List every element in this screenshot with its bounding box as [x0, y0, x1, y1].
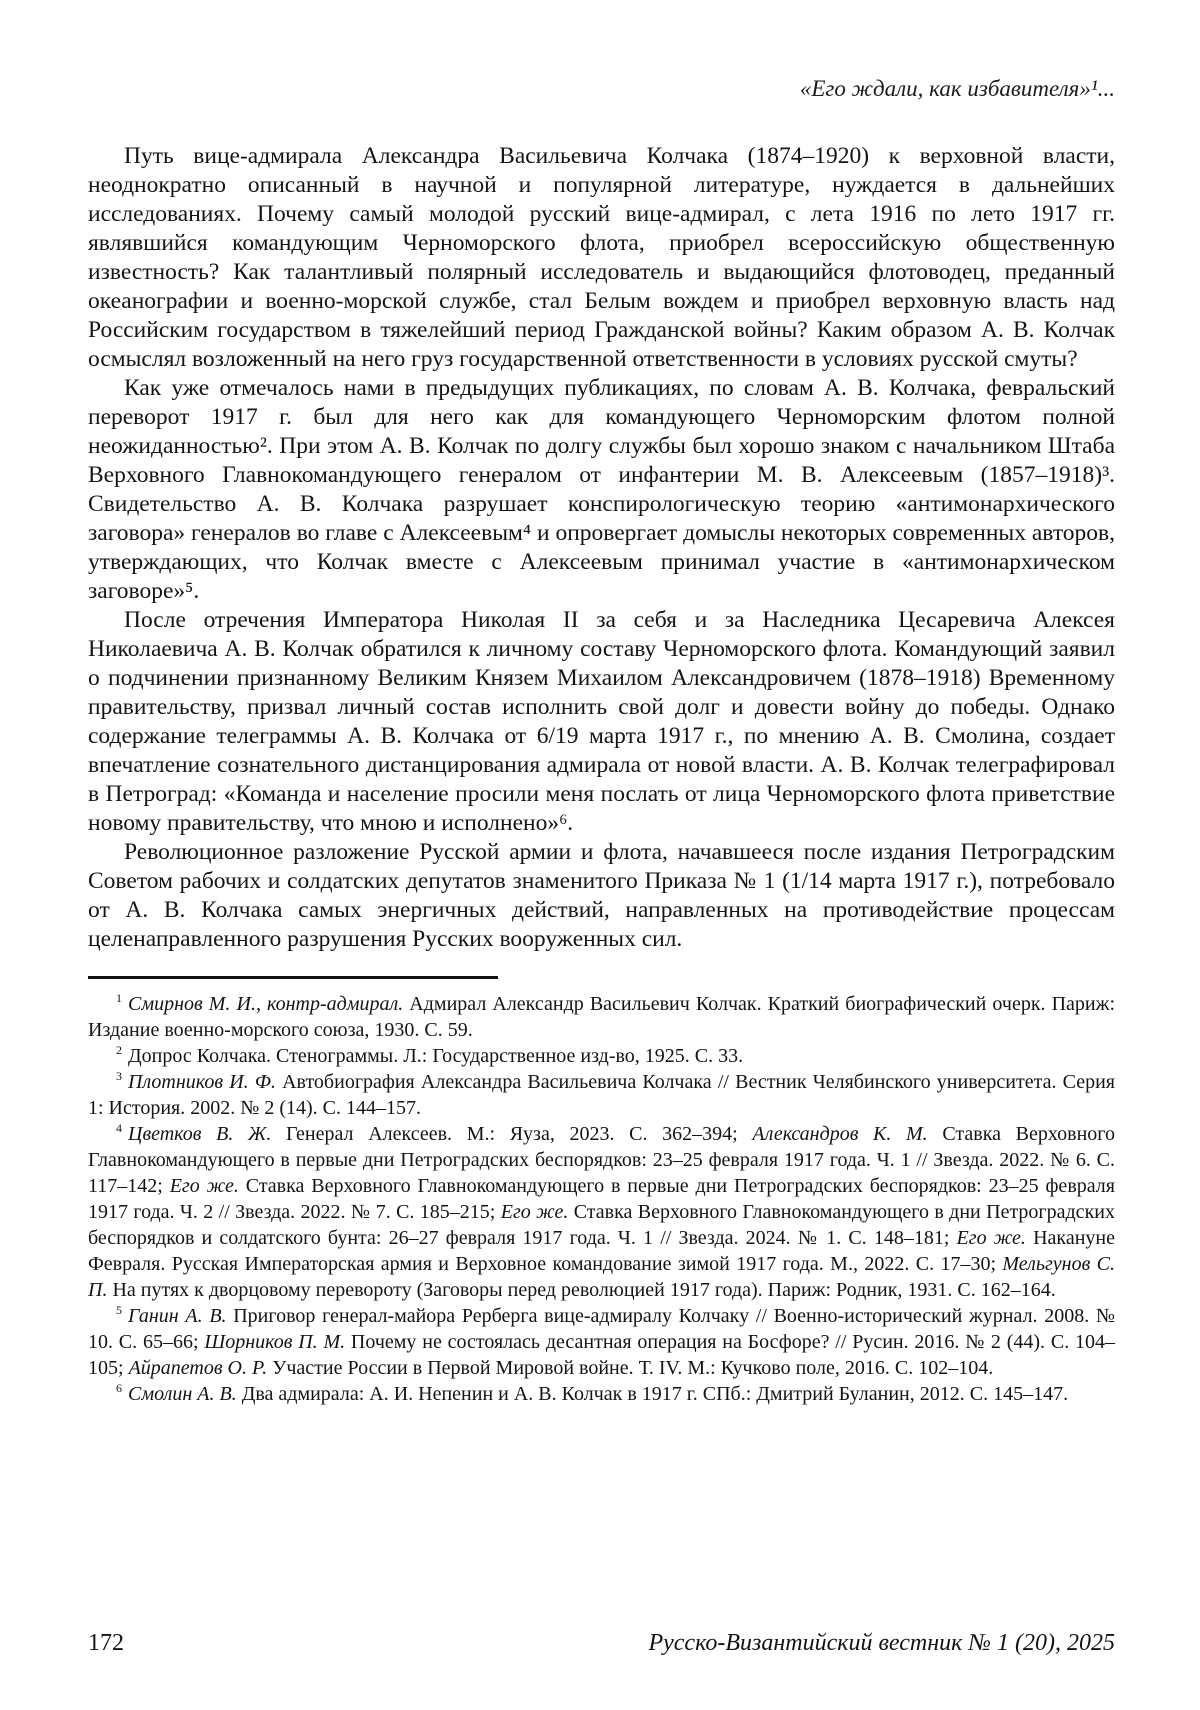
body-text — [88, 142, 1115, 954]
footnote-author: Мельгунов С. П. — [88, 1253, 1115, 1301]
footnote-text: Участие России в Первой Мировой войне. Т. IV. М.: Кучково поле, 2016. С. 102–104. — [267, 1357, 994, 1379]
footnote-marker: 2 — [116, 1043, 122, 1058]
footnote-author: Цветков В. Ж. — [128, 1123, 272, 1145]
footnote-text: Накануне Февраля. Русская Императорская армия и Верховное командование зимой 1917 года. М., 2022. С. 17–30; — [88, 1227, 1115, 1275]
page-footer — [88, 1630, 1115, 1657]
footnote-text: Почему не состоялась десантная операция на Босфоре? // Русин. 2016. № 2 (44). С. 104–105; — [88, 1331, 1115, 1379]
footnote-author: Айрапетов О. Р. — [128, 1357, 268, 1379]
footnote-text: Генерал Алексеев. М.: Яуза, 2023. С. 362–394; — [271, 1123, 753, 1145]
body-paragraph-4: Революционное разложение Русской армии и флота, начавшееся после издания Петроградским Советом рабочих и солдатских депутатов знаменитого Приказа № 1 (1/14 марта 1917 г.), потребовало от А. В. Колчака самых энергичных действий, направленных на противодействие процессам целенаправленного разрушения Русских вооруженных сил. — [88, 839, 1115, 952]
footnote-text: Автобиография Александра Васильевича Колчака // Вестник Челябинского университета. Серия 1: История. 2002. № 2 (14). С. 144–157. — [88, 1071, 1115, 1119]
footnote-text: Допрос Колчака. Стенограммы. Л.: Государственное изд-во, 1925. С. 33. — [128, 1045, 744, 1067]
footnote-text: Адмирал Александр Васильевич Колчак. Краткий биографический очерк. Париж: Издание военно-морского союза, 1930. С. 59. — [88, 993, 1115, 1041]
footnote-text: Ставка Верховного Главнокомандующего в первые дни Петроградских беспорядков: 23–25 февраля 1917 года. Ч. 1 // Звезда. 2022. № 6. С. 117–142; — [88, 1123, 1115, 1197]
footnote-text: Ставка Верховного Главнокомандующего в первые дни Петроградских беспорядков: 23–25 февраля 1917 года. Ч. 2 // Звезда. 2022. № 7. С. 185–215; — [88, 1175, 1115, 1223]
footnote-text: Ставка Верховного Главнокомандующего в дни Петроградских беспорядков и солдатского бунта: 26–27 февраля 1917 года. Ч. 1 // Звезда. 2024. № 1. С. 148–181; — [88, 1201, 1115, 1249]
footnote-author: Его же. — [169, 1175, 239, 1197]
footnote-author: Смолин А. В. — [128, 1383, 237, 1405]
footnote-author: Смирнов М. И., контр-адмирал. — [128, 993, 404, 1015]
footnote-5 — [88, 1303, 1115, 1381]
footnote-marker: 6 — [116, 1381, 122, 1396]
footnote-marker: 3 — [116, 1069, 122, 1084]
footnote-author: Александров К. М. — [752, 1123, 928, 1145]
footnote-author: Плотников И. Ф. — [128, 1071, 276, 1093]
footnote-author: Его же. — [500, 1201, 569, 1223]
footnote-text: Два адмирала: А. И. Непенин и А. В. Колчак в 1917 г. СПб.: Дмитрий Буланин, 2012. С. 145–147. — [236, 1383, 1069, 1405]
journal-title: Русско-Византийский вестник № 1 (20), 2025 — [648, 1630, 1115, 1656]
page-number: 172 — [88, 1630, 124, 1656]
body-paragraph-2: Как уже отмечалось нами в предыдущих публикациях, по словам А. В. Колчака, февральский переворот 1917 г. был для него как для командующего Черноморским флотом полной неожиданностью². При этом А. В. Колчак по долгу службы был хорошо знаком с начальником Штаба Верховного Главнокомандующего генералом от инфантерии М. В. Алексеевым (1857–1918)³. Свидетельство А. В. Колчака разрушает конспирологическую теорию «антимонархического заговора» генералов во главе с Алексеевым⁴ и опровергает домыслы некоторых современных авторов, утверждающих, что Колчак вместе с Алексеевым принимал участие в «антимонархическом заговоре»⁵. — [88, 375, 1115, 604]
footnote-author: Шорников П. М. — [204, 1331, 346, 1353]
footnote-text: Приговор генерал-майора Рерберга вице-адмиралу Колчаку // Военно-исторический журнал. 2008. № 10. С. 65–66; — [88, 1305, 1116, 1353]
footnote-marker: 4 — [116, 1121, 122, 1136]
footnote-marker: 1 — [116, 991, 122, 1006]
footnote-4 — [88, 1121, 1115, 1303]
body-paragraph-1: Путь вице-адмирала Александра Васильевича Колчака (1874–1920) к верховной власти, неоднократно описанный в научной и популярной литературе, нуждается в дальнейших исследованиях. Почему самый молодой русский вице-адмирал, с лета 1916 по лето 1917 гг. являвшийся командующим Черноморского флота, приобрел всероссийскую общественную известность? Как талантливый полярный исследователь и выдающийся флотоводец, преданный океанографии и военно-морской службе, стал Белым вождем и приобрел верховную власть над Российским государством в тяжелейший период Гражданской войны? Каким образом А. В. Колчак осмыслял возложенный на него груз государственной ответственности в условиях русской смуты? — [88, 143, 1115, 372]
footnote-3 — [88, 1069, 1115, 1121]
running-head: «Его ждали, как избавителя»¹... — [799, 76, 1115, 101]
body-paragraph-3: После отречения Императора Николая II за себя и за Наследника Цесаревича Алексея Николаевича А. В. Колчак обратился к личному составу Черноморского флота. Командующий заявил о подчинении признанному Великим Князем Михаилом Александровичем (1878–1918) Временному правительству, призвал личный состав исполнить свой долг и довести войну до победы. Однако содержание телеграммы А. В. Колчака от 6/19 марта 1917 г., по мнению А. В. Смолина, создает впечатление сознательного дистанцирования адмирала от новой власти. А. В. Колчак телеграфировал в Петроград: «Команда и население просили меня послать от лица Черноморского флота приветствие новому правительству, что мною и исполнено»⁶. — [88, 607, 1115, 836]
footnote-6 — [88, 1381, 1115, 1407]
footnote-1 — [88, 991, 1115, 1043]
footnote-marker: 5 — [116, 1303, 122, 1318]
footnote-2 — [88, 1043, 1115, 1069]
footnote-author: Его же. — [956, 1227, 1026, 1249]
footnote-separator — [88, 976, 498, 979]
footnotes — [88, 991, 1115, 1407]
footnote-author: Ганин А. В. — [128, 1305, 227, 1327]
footnote-text: На путях к дворцовому перевороту (Заговоры перед революцией 1917 года). Париж: Родник, 1931. С. 162–164. — [107, 1279, 1056, 1301]
